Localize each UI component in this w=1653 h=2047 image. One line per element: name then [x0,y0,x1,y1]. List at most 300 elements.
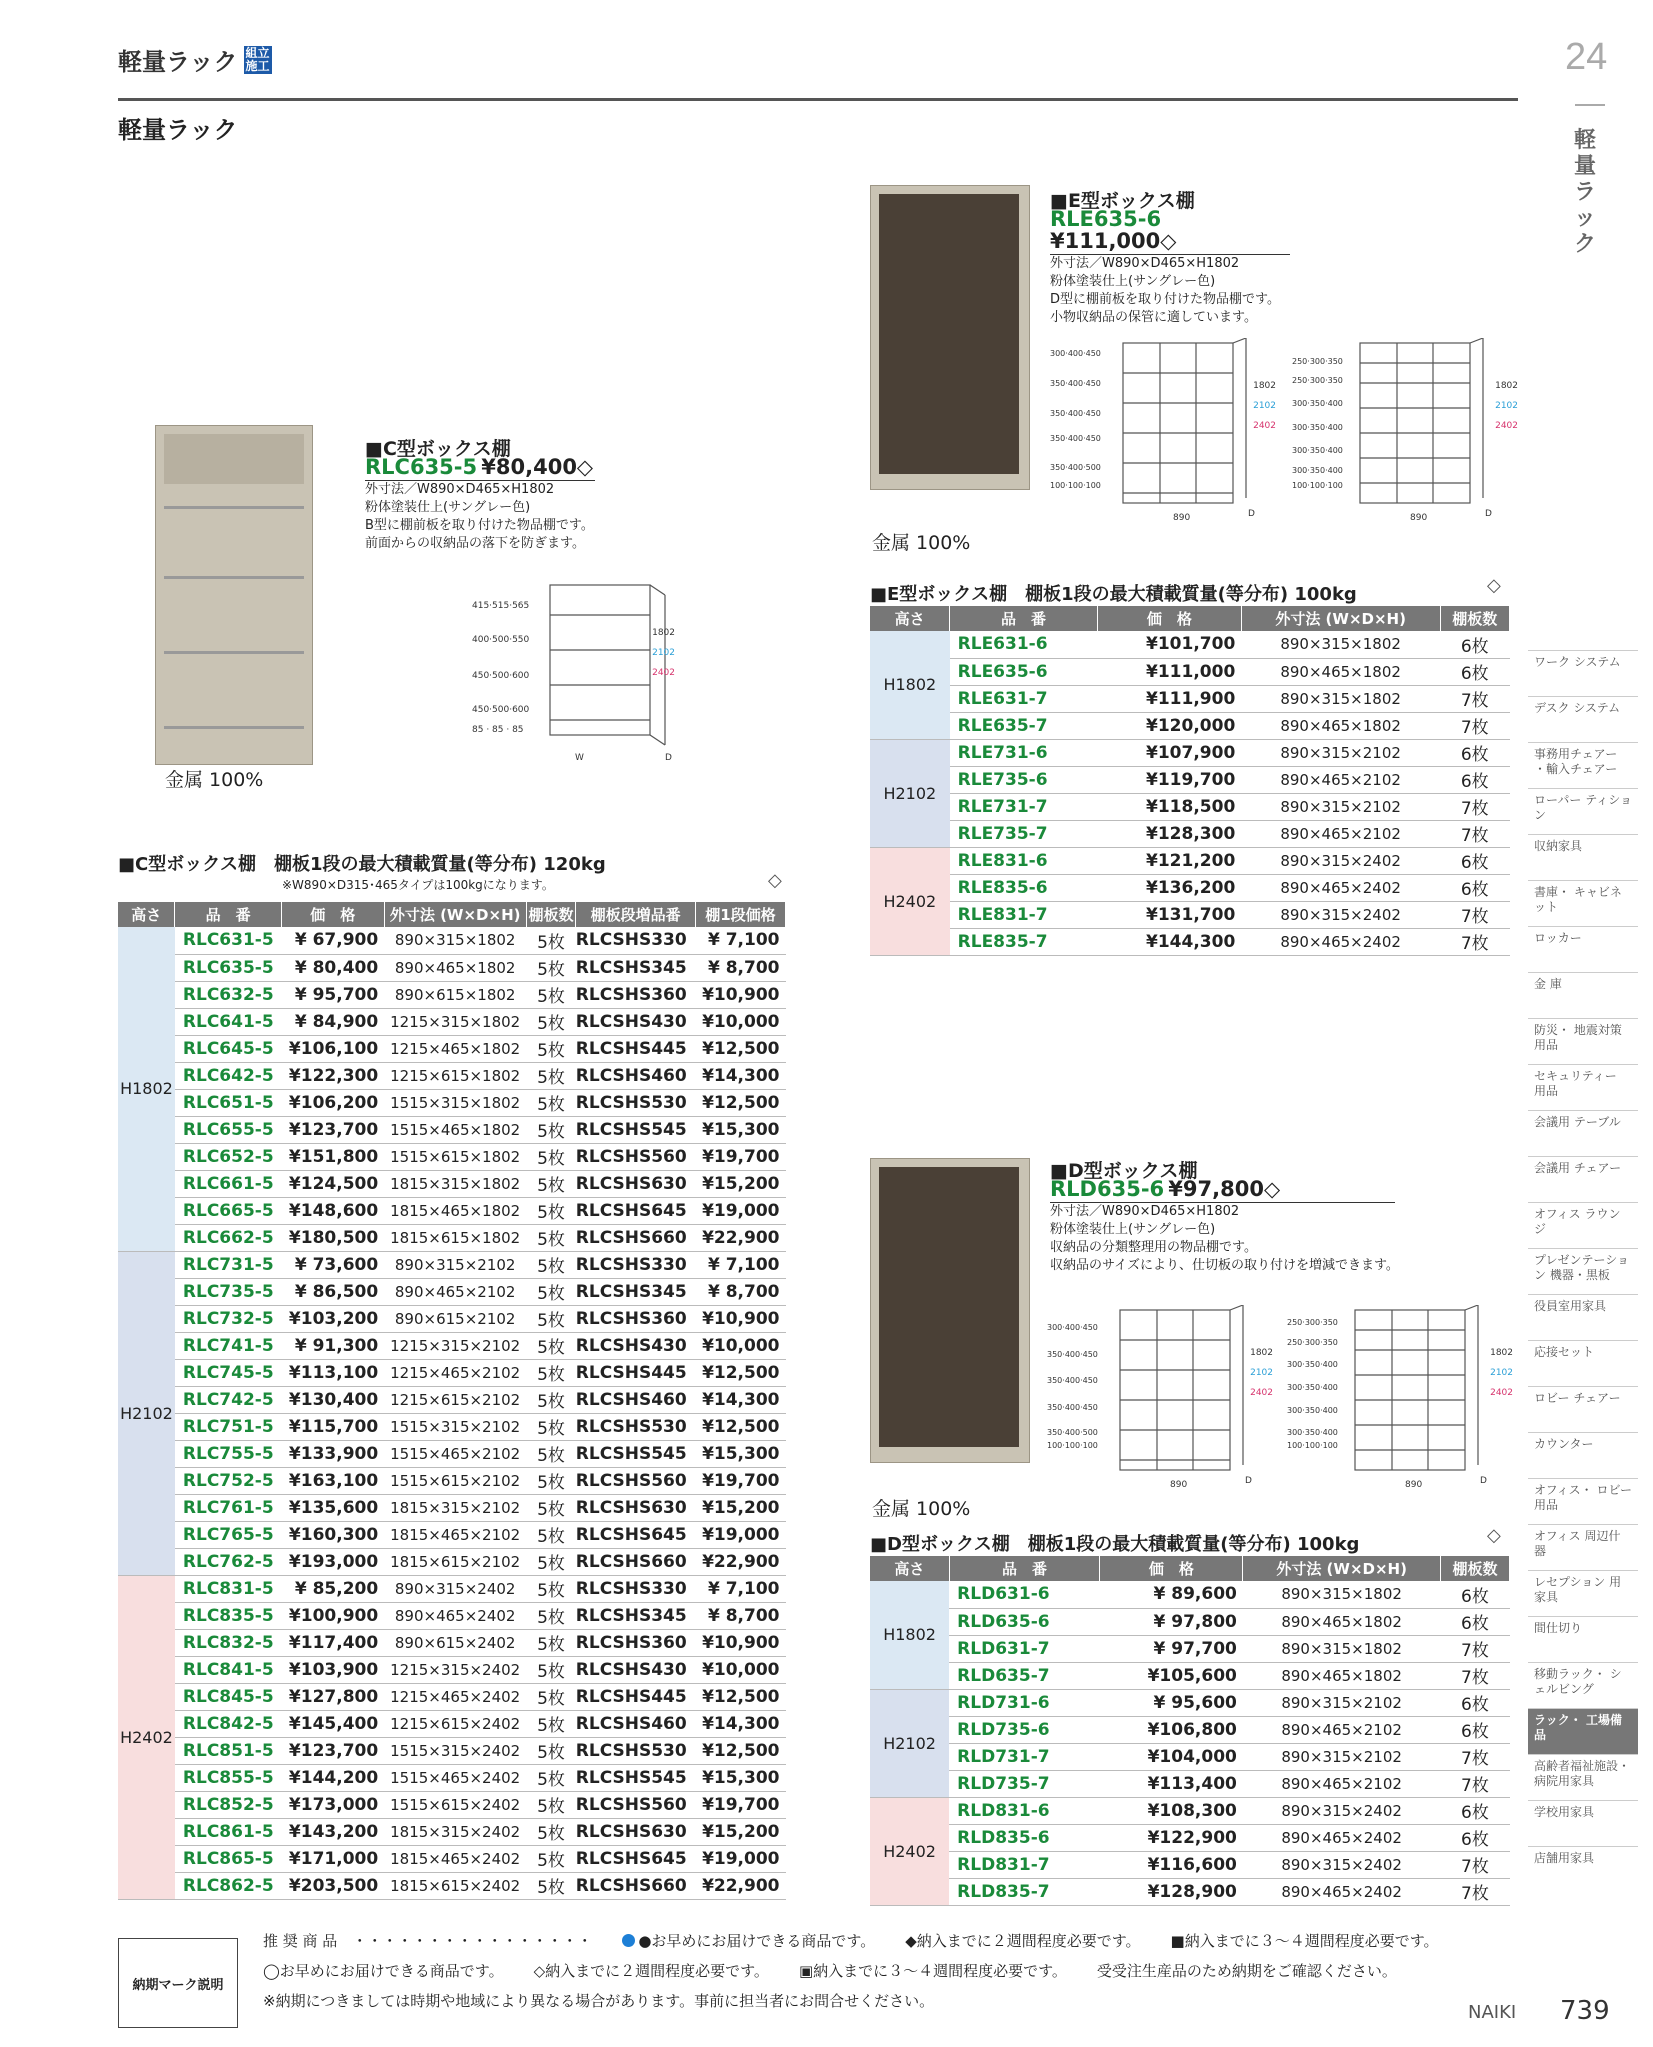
table-cell: ¥10,900 [695,1629,785,1656]
height-group-cell: H2102 [870,739,950,847]
d-desc-4: 収納品のサイズにより、仕切板の取り付けを増減できます。 [1050,1258,1399,1273]
table-cell: 5枚 [526,1386,576,1413]
table-cell: 1215×615×2102 [384,1386,526,1413]
svg-text:300·400·450: 300·400·450 [1047,1323,1098,1332]
table-cell: 5枚 [526,1764,576,1791]
e-desc-4: 小物収納品の保管に適しています。 [1050,310,1257,325]
table-cell: 6枚 [1440,1689,1509,1716]
svg-text:350·400·450: 350·400·450 [1050,409,1101,418]
c-diag-left-2: 450·500·600 [472,671,530,681]
e-rack-photo [870,185,1030,490]
table-cell: 5枚 [526,1548,576,1575]
table-row [870,1581,1510,1608]
table-row [118,1089,786,1116]
d-product-code: RLD635-6 [1050,1177,1165,1201]
table-header-cell: 品 番 [949,1556,1100,1581]
svg-text:1802: 1802 [1495,381,1518,391]
e-desc-3: D型に棚前板を取り付けた物品棚です。 [1050,292,1280,307]
height-group-cell: H1802 [118,927,175,1251]
table-cell: 7枚 [1440,1878,1509,1905]
table-cell: ¥135,600 [281,1494,384,1521]
side-nav-item[interactable] [1528,1294,1638,1340]
table-cell: ¥12,500 [695,1089,785,1116]
table-cell: ¥105,600 [1100,1662,1243,1689]
table-row [118,1656,786,1683]
side-nav-label: 防災・ 地震対策用品 [1534,1023,1622,1052]
legend-row-1 [263,1930,1439,1951]
table-cell: RLC852-5 [175,1791,282,1818]
table-cell: 7枚 [1440,793,1510,820]
e-table-title: ■E型ボックス棚 棚板1段の最大積載質量(等分布) 100kg [870,584,1357,605]
side-nav-item[interactable] [1528,1570,1638,1616]
e-product-info [1050,192,1290,327]
side-nav-item[interactable] [1528,1616,1638,1662]
table-cell: 890×315×2402 [1243,1797,1441,1824]
table-cell: 5枚 [526,1575,576,1602]
table-cell: RLD731-6 [949,1689,1100,1716]
table-cell: ¥116,600 [1100,1851,1243,1878]
table-cell: 5枚 [526,1305,576,1332]
table-cell: 6枚 [1440,1716,1509,1743]
side-nav-item[interactable] [1528,1754,1638,1800]
side-nav-item[interactable] [1528,1156,1638,1202]
table-header-cell: 品 番 [950,606,1098,631]
table-cell: ¥15,300 [695,1440,785,1467]
table-row [118,1818,786,1845]
table-cell: RLCSHS345 [576,1602,696,1629]
table-row [118,1116,786,1143]
category-side-nav [1528,650,1638,1892]
height-group-cell: H1802 [870,1581,949,1689]
side-nav-item[interactable] [1528,1386,1638,1432]
c-diag-w: W [575,753,584,763]
d-product-info [1050,1162,1410,1275]
table-cell: RLCSHS545 [576,1440,696,1467]
table-cell: ¥15,300 [695,1764,785,1791]
d-spec-table [870,1556,1510,1906]
table-cell: 890×315×1802 [1243,1581,1441,1608]
table-row [870,1851,1510,1878]
table-cell: RLC745-5 [175,1359,282,1386]
table-cell: ¥144,200 [281,1764,384,1791]
table-cell: 1515×615×1802 [384,1143,526,1170]
header-rule [118,98,1518,101]
table-cell: ¥121,200 [1097,847,1241,874]
c-diag-left-4: 85 · 85 · 85 [472,725,524,735]
table-cell: 5枚 [526,1521,576,1548]
side-nav-label: 書庫・ キャビネット [1534,885,1622,914]
table-cell: 890×465×2102 [1243,1716,1441,1743]
side-nav-item[interactable] [1528,650,1638,696]
table-cell: RLCSHS660 [576,1224,696,1251]
side-nav-item[interactable] [1528,1064,1638,1110]
table-row [118,954,786,981]
side-nav-label: オフィス・ ロビー用品 [1534,1483,1633,1512]
side-nav-label: プレゼンテーション 機器・黒板 [1534,1253,1630,1282]
table-cell: 1215×315×1802 [384,1008,526,1035]
svg-text:350·400·450: 350·400·450 [1047,1350,1098,1359]
table-cell: 5枚 [526,1791,576,1818]
d-product-title: ■D型ボックス棚 [1050,1160,1198,1182]
table-cell: ¥14,300 [695,1386,785,1413]
table-cell: ¥ 73,600 [281,1251,384,1278]
section-title-text: 軽量ラック [118,48,238,76]
c-diag-left-1: 400·500·550 [472,635,530,645]
table-cell: RLC832-5 [175,1629,282,1656]
table-row [118,1737,786,1764]
table-cell: RLE731-6 [950,739,1098,766]
svg-text:2102: 2102 [1495,401,1518,411]
svg-text:D: D [1248,509,1255,519]
table-cell: 1215×615×1802 [384,1062,526,1089]
table-row [118,1710,786,1737]
side-nav-label: 役員室用家具 [1534,1299,1607,1313]
footer-page-number: 739 [1560,1996,1610,2026]
table-cell: RLCSHS360 [576,981,696,1008]
c-table-diamond: ◇ [768,870,782,891]
table-cell: RLC861-5 [175,1818,282,1845]
table-cell: 5枚 [526,1467,576,1494]
c-desc-3: B型に棚前板を取り付けた物品棚です。 [365,518,594,533]
table-cell: ¥193,000 [281,1548,384,1575]
table-cell: 890×465×2402 [1241,874,1440,901]
side-nav-item[interactable] [1528,1248,1638,1294]
c-table-note: ※W890×D315･465タイプは100kgになります。 [282,878,554,892]
table-cell: 5枚 [526,1278,576,1305]
table-cell: RLC655-5 [175,1116,282,1143]
table-cell: ¥108,300 [1100,1797,1243,1824]
svg-text:250·300·350: 250·300·350 [1287,1318,1338,1327]
side-nav-item[interactable] [1528,1800,1638,1846]
table-cell: 6枚 [1440,874,1510,901]
table-cell: 1215×465×2102 [384,1359,526,1386]
table-cell: ¥12,500 [695,1413,785,1440]
page-tab-number: 24 [1565,36,1608,78]
table-cell: RLC831-5 [175,1575,282,1602]
table-cell: RLD735-7 [949,1770,1100,1797]
side-nav-label: 会議用 テーブル [1534,1115,1621,1129]
side-nav-label: 金 庫 [1534,977,1562,991]
table-cell: 5枚 [526,1170,576,1197]
table-cell: ¥15,200 [695,1818,785,1845]
side-nav-item[interactable] [1528,1662,1638,1708]
table-cell: 6枚 [1440,658,1510,685]
table-cell: RLCSHS645 [576,1845,696,1872]
table-cell: ¥104,000 [1100,1743,1243,1770]
table-cell: 1215×465×2402 [384,1683,526,1710]
table-cell: RLC661-5 [175,1170,282,1197]
svg-text:300·350·400: 300·350·400 [1292,446,1343,455]
table-cell: 890×465×2102 [384,1278,526,1305]
e-diagram-a [1048,338,1278,523]
table-cell: ¥ 97,800 [1100,1608,1243,1635]
table-cell: ¥106,800 [1100,1716,1243,1743]
table-cell: 1215×615×2402 [384,1710,526,1737]
table-cell: 5枚 [526,1602,576,1629]
table-cell: ¥ 86,500 [281,1278,384,1305]
legend-recommended: 推 奨 商 品 ・・・・・・・・・・・・・・・・ [263,1932,593,1950]
table-cell: 5枚 [526,1629,576,1656]
side-nav-label: ワーク システム [1534,655,1621,669]
table-cell: ¥145,400 [281,1710,384,1737]
table-cell: ¥171,000 [281,1845,384,1872]
d-rack-photo [870,1158,1030,1463]
table-cell: ¥131,700 [1097,901,1241,928]
table-cell: RLC665-5 [175,1197,282,1224]
table-cell: 890×315×2402 [1241,901,1440,928]
table-cell: ¥117,400 [281,1629,384,1656]
svg-text:890: 890 [1170,1480,1188,1490]
table-cell: 5枚 [526,1710,576,1737]
side-nav-item[interactable] [1528,834,1638,880]
table-row [118,927,786,954]
svg-text:300·350·400: 300·350·400 [1292,466,1343,475]
svg-text:100·100·100: 100·100·100 [1050,481,1101,490]
side-nav-item[interactable] [1528,1018,1638,1064]
table-cell: ¥111,000 [1097,658,1241,685]
table-cell: 5枚 [526,1359,576,1386]
table-cell: RLCSHS360 [576,1629,696,1656]
c-diag-left-3: 450·500·600 [472,705,530,715]
table-cell: 1215×315×2102 [384,1332,526,1359]
side-nav-label: ラック・ 工場備品 [1534,1713,1622,1742]
table-cell: 5枚 [526,1116,576,1143]
table-cell: ¥ 8,700 [695,954,785,981]
table-cell: RLCSHS430 [576,1332,696,1359]
table-cell: 7枚 [1440,1851,1509,1878]
svg-text:300·350·400: 300·350·400 [1287,1428,1338,1437]
table-cell: ¥12,500 [695,1035,785,1062]
table-cell: 5枚 [526,1197,576,1224]
d-product-price: ¥97,800◇ [1168,1177,1281,1201]
table-cell: 7枚 [1440,928,1510,955]
table-cell: ¥ 91,300 [281,1332,384,1359]
c-desc-2: 粉体塗装仕上(サングレー色) [365,500,531,515]
svg-text:2102: 2102 [1250,1368,1273,1378]
table-cell: ¥ 89,600 [1100,1581,1243,1608]
table-cell: ¥19,000 [695,1521,785,1548]
table-cell: ¥143,200 [281,1818,384,1845]
table-cell: ¥19,700 [695,1143,785,1170]
c-product-title: ■C型ボックス棚 [365,438,511,460]
table-cell: ¥127,800 [281,1683,384,1710]
table-cell: 5枚 [526,1872,576,1899]
table-cell: RLCSHS530 [576,1737,696,1764]
table-row [870,1797,1510,1824]
legend-row-3: ※納期につきましては時期や地域により異なる場合があります。事前に担当者にお問合せください。 [263,1992,935,2010]
table-cell: ¥107,900 [1097,739,1241,766]
table-row [870,928,1510,955]
e-product-title: ■E型ボックス棚 [1050,190,1195,212]
table-cell: 5枚 [526,1008,576,1035]
d-desc-1: 外寸法／W890×D465×H1802 [1050,1204,1240,1219]
side-nav-item[interactable] [1528,1202,1638,1248]
svg-text:890: 890 [1410,513,1428,523]
svg-text:1802: 1802 [1253,381,1276,391]
table-cell: 5枚 [526,1224,576,1251]
table-row [118,1224,786,1251]
blue-dot-icon [622,1934,635,1947]
side-nav-label: ローパー ティション [1534,793,1633,822]
table-row [118,1791,786,1818]
table-cell: RLCSHS330 [576,1251,696,1278]
side-nav-item[interactable] [1528,1340,1638,1386]
table-cell: ¥123,700 [281,1116,384,1143]
table-cell: 1515×315×2102 [384,1413,526,1440]
side-nav-item[interactable] [1528,1708,1638,1754]
side-nav-label: 会議用 チェアー [1534,1161,1622,1175]
table-cell: RLC755-5 [175,1440,282,1467]
side-nav-item[interactable] [1528,1432,1638,1478]
side-nav-label: 学校用家具 [1534,1805,1595,1819]
table-cell: ¥118,500 [1097,793,1241,820]
table-cell: 890×315×2102 [1243,1743,1441,1770]
side-nav-item[interactable] [1528,880,1638,926]
table-cell: ¥ 8,700 [695,1602,785,1629]
table-cell: ¥ 85,200 [281,1575,384,1602]
table-cell: 7枚 [1440,712,1510,739]
table-header-cell: 棚板数 [526,902,576,927]
table-cell: ¥136,200 [1097,874,1241,901]
table-cell: RLC761-5 [175,1494,282,1521]
table-cell: RLC752-5 [175,1467,282,1494]
table-row [870,739,1510,766]
side-nav-item[interactable] [1528,926,1638,972]
table-cell: 6枚 [1440,847,1510,874]
table-cell: 5枚 [526,1683,576,1710]
page-subtitle: 軽量ラック [118,116,238,144]
side-nav-label: 間仕切り [1534,1621,1583,1635]
table-row [870,1878,1510,1905]
c-product-price: ¥80,400◇ [481,455,594,479]
table-row [118,1440,786,1467]
table-cell: RLCSHS360 [576,1305,696,1332]
table-cell: 6枚 [1440,631,1510,658]
table-cell: ¥22,900 [695,1548,785,1575]
table-cell: ¥15,200 [695,1494,785,1521]
table-cell: 890×615×2402 [384,1629,526,1656]
footer-brand: NAIKI [1468,2002,1517,2023]
c-rack-diagram [470,580,680,770]
table-cell: ¥14,300 [695,1710,785,1737]
c-diag-left-0: 415·515·565 [472,601,530,611]
table-cell: RLE735-7 [950,820,1098,847]
table-cell: ¥128,300 [1097,820,1241,847]
svg-text:D: D [1480,1476,1487,1486]
c-desc-1: 外寸法／W890×D465×H1802 [365,482,555,497]
table-header-cell: 棚板数 [1440,1556,1509,1581]
table-cell: 5枚 [526,1818,576,1845]
svg-text:250·300·350: 250·300·350 [1292,376,1343,385]
delivery-legend [118,1930,1518,2035]
side-nav-item[interactable] [1528,696,1638,742]
table-cell: 890×465×1802 [1241,658,1440,685]
table-cell: 5枚 [526,1440,576,1467]
side-nav-label: オフィス ラウンジ [1534,1207,1621,1236]
table-row [118,1521,786,1548]
table-row [118,1575,786,1602]
side-nav-label: セキュリティー 用品 [1534,1069,1617,1098]
table-cell: 5枚 [526,1494,576,1521]
legend-row-2 [263,1960,1397,1981]
side-nav-item[interactable] [1528,972,1638,1018]
table-cell: RLE835-6 [950,874,1098,901]
table-cell: ¥ 84,900 [281,1008,384,1035]
height-group-cell: H2402 [118,1575,175,1899]
table-cell: 1515×465×1802 [384,1116,526,1143]
c-rack-photo [155,425,313,765]
table-row [118,1764,786,1791]
table-cell: RLCSHS530 [576,1413,696,1440]
table-cell: 890×465×1802 [384,954,526,981]
table-cell: ¥19,000 [695,1845,785,1872]
table-cell: ¥ 8,700 [695,1278,785,1305]
assembly-badge: 組立 施工 [245,45,270,73]
side-nav-item[interactable] [1528,788,1638,834]
side-nav-item[interactable] [1528,742,1638,788]
svg-text:2102: 2102 [1253,401,1276,411]
table-row [870,658,1510,685]
svg-text:350·400·450: 350·400·450 [1047,1376,1098,1385]
svg-text:890: 890 [1405,1480,1423,1490]
table-cell: ¥133,900 [281,1440,384,1467]
table-header-cell: 価 格 [281,902,384,927]
svg-text:300·350·400: 300·350·400 [1292,423,1343,432]
e-product-price: ¥111,000◇ [1050,229,1177,253]
table-cell: 1815×615×1802 [384,1224,526,1251]
table-cell: RLCSHS345 [576,1278,696,1305]
table-cell: 890×465×2102 [1241,766,1440,793]
table-cell: ¥ 97,700 [1100,1635,1243,1662]
table-cell: ¥ 7,100 [695,1251,785,1278]
table-cell: ¥120,000 [1097,712,1241,739]
table-cell: ¥ 67,900 [281,927,384,954]
svg-text:2402: 2402 [1250,1388,1273,1398]
table-cell: RLCSHS530 [576,1089,696,1116]
table-cell: 890×465×2402 [1241,928,1440,955]
legend-green-diamond: ◆納入までに２週間程度必要です。 [905,1932,1141,1950]
table-cell: 6枚 [1440,1797,1509,1824]
table-cell: RLCSHS330 [576,927,696,954]
table-cell: 5枚 [526,927,576,954]
table-cell: RLCSHS430 [576,1656,696,1683]
table-row [118,1845,786,1872]
table-cell: ¥10,000 [695,1656,785,1683]
side-nav-item[interactable] [1528,1478,1638,1524]
table-cell: ¥103,200 [281,1305,384,1332]
table-header-cell: 高さ [870,1556,949,1581]
table-row [118,1170,786,1197]
table-cell: 1815×465×1802 [384,1197,526,1224]
page-tab-rule [1575,104,1605,106]
side-nav-item[interactable] [1528,1524,1638,1570]
table-cell: RLD835-7 [949,1878,1100,1905]
side-nav-item[interactable] [1528,1110,1638,1156]
table-cell: 890×465×1802 [1243,1662,1441,1689]
table-cell: RLD635-6 [949,1608,1100,1635]
table-row [870,1689,1510,1716]
table-cell: ¥144,300 [1097,928,1241,955]
side-nav-label: レセプション 用家具 [1534,1575,1622,1604]
side-nav-item[interactable] [1528,1846,1638,1892]
table-cell: 1815×615×2102 [384,1548,526,1575]
svg-text:1802: 1802 [1250,1348,1273,1358]
c-spec-table [118,902,786,1900]
table-row [118,1278,786,1305]
table-cell: ¥15,300 [695,1116,785,1143]
table-cell: 890×315×1802 [1243,1635,1441,1662]
table-cell: RLD731-7 [949,1743,1100,1770]
